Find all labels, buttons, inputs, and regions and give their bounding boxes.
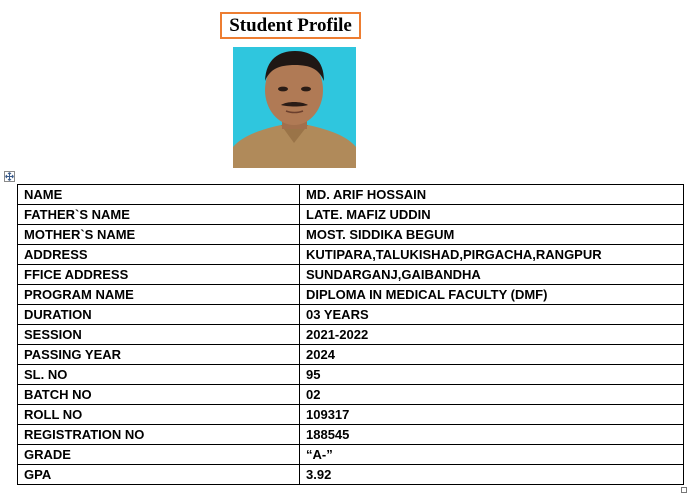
field-value: 2024 [300, 345, 684, 365]
table-row [18, 265, 684, 285]
table-row [18, 305, 684, 325]
field-value: 02 [300, 385, 684, 405]
field-value: 109317 [300, 405, 684, 425]
table-row [18, 325, 684, 345]
document-title [220, 12, 361, 39]
field-label: ADDRESS [18, 245, 300, 265]
table-row [18, 365, 684, 385]
profile-table [17, 184, 684, 485]
field-label: FATHER`S NAME [18, 205, 300, 225]
field-label: SL. NO [18, 365, 300, 385]
field-label: PROGRAM NAME [18, 285, 300, 305]
field-value: 2021-2022 [300, 325, 684, 345]
table-move-handle-icon[interactable] [4, 171, 15, 182]
field-label: GPA [18, 465, 300, 485]
field-label: SESSION [18, 325, 300, 345]
field-value: “A-” [300, 445, 684, 465]
field-value: 188545 [300, 425, 684, 445]
field-label: FFICE ADDRESS [18, 265, 300, 285]
profile-table-body [18, 185, 684, 485]
field-label: NAME [18, 185, 300, 205]
field-label: ROLL NO [18, 405, 300, 425]
field-value: 95 [300, 365, 684, 385]
field-label: REGISTRATION NO [18, 425, 300, 445]
field-label: GRADE [18, 445, 300, 465]
field-value: 3.92 [300, 465, 684, 485]
field-value: 03 YEARS [300, 305, 684, 325]
field-value: KUTIPARA,TALUKISHAD,PIRGACHA,RANGPUR [300, 245, 684, 265]
field-label: BATCH NO [18, 385, 300, 405]
table-row [18, 465, 684, 485]
table-row [18, 385, 684, 405]
table-row [18, 185, 684, 205]
field-value: MD. ARIF HOSSAIN [300, 185, 684, 205]
table-row [18, 205, 684, 225]
field-value: LATE. MAFIZ UDDIN [300, 205, 684, 225]
table-row [18, 425, 684, 445]
table-row [18, 245, 684, 265]
field-label: DURATION [18, 305, 300, 325]
table-row [18, 285, 684, 305]
field-value: SUNDARGANJ,GAIBANDHA [300, 265, 684, 285]
table-resize-handle-icon[interactable] [681, 487, 687, 493]
field-label: PASSING YEAR [18, 345, 300, 365]
field-label: MOTHER`S NAME [18, 225, 300, 245]
table-row [18, 445, 684, 465]
student-photo [233, 47, 356, 168]
document-title-text: Student Profile [229, 14, 352, 36]
table-row [18, 225, 684, 245]
field-value: DIPLOMA IN MEDICAL FACULTY (DMF) [300, 285, 684, 305]
field-value: MOST. SIDDIKA BEGUM [300, 225, 684, 245]
table-row [18, 405, 684, 425]
table-row [18, 345, 684, 365]
